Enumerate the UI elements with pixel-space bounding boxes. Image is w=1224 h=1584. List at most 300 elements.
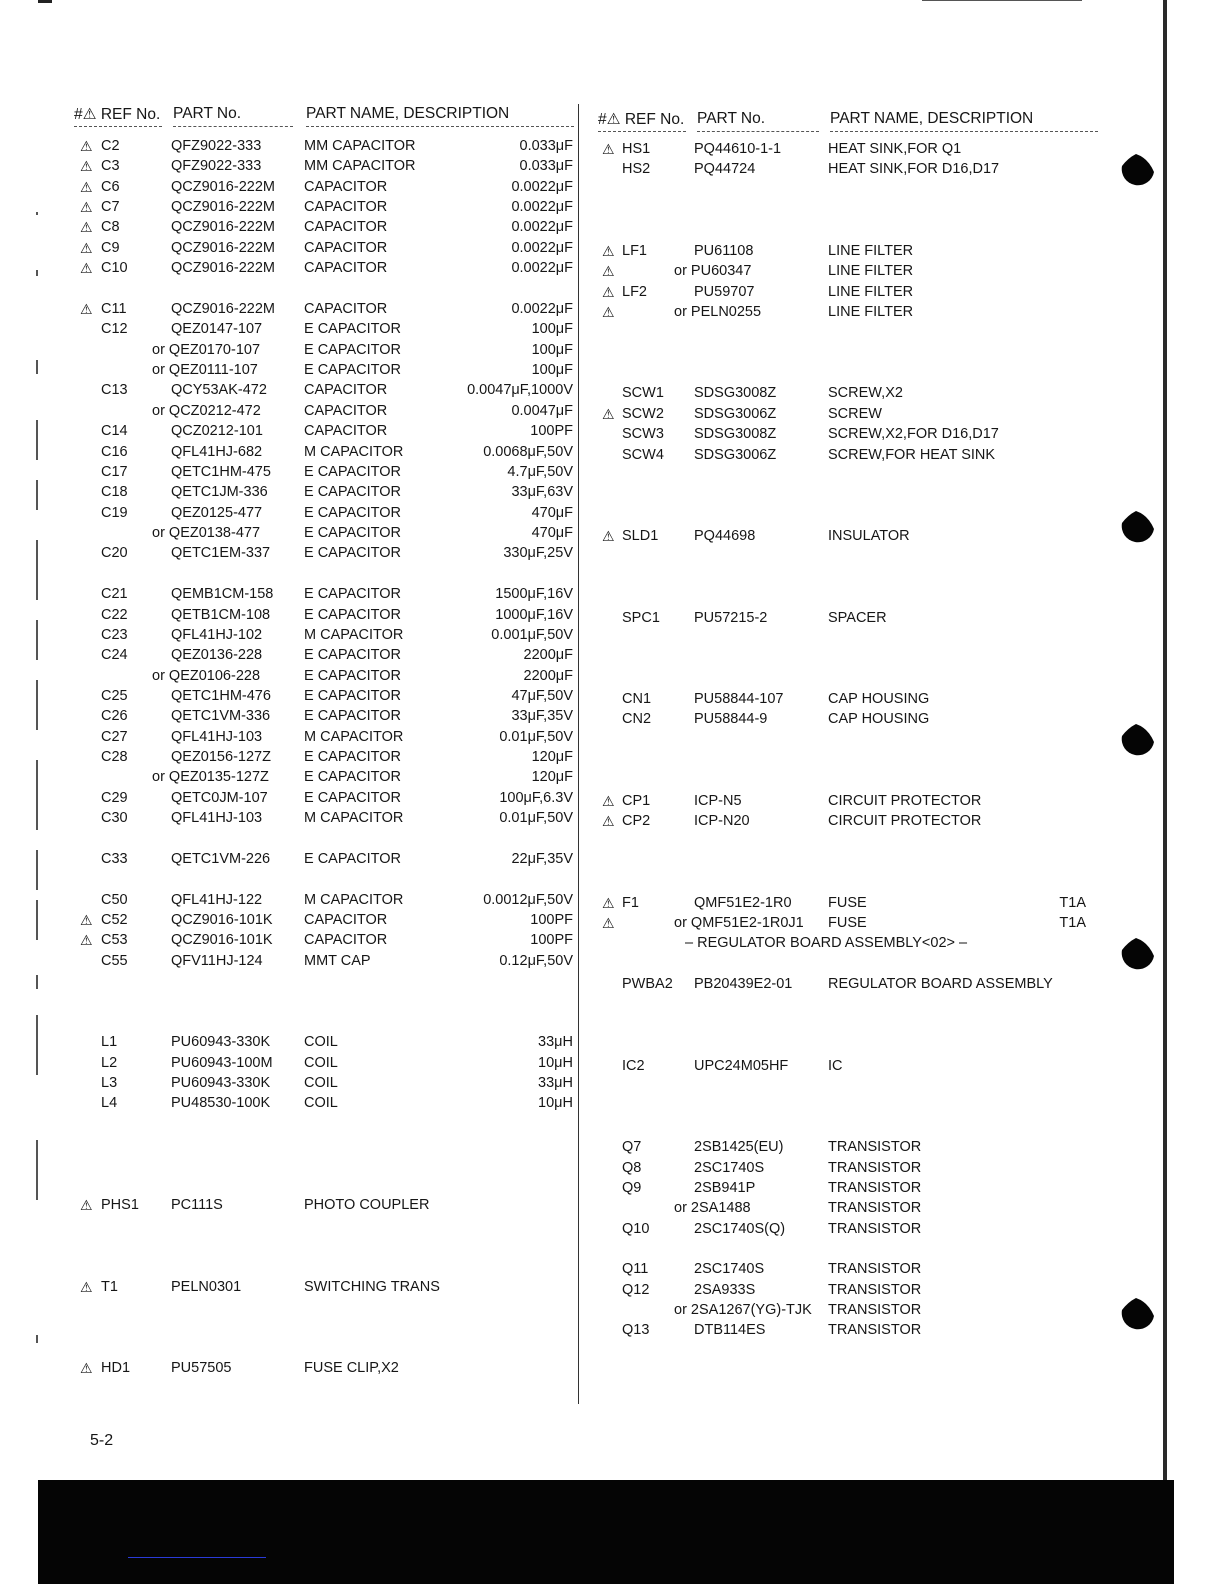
scan-bottom-band bbox=[38, 1480, 1174, 1584]
part-spec: 22μF,35V bbox=[511, 850, 573, 867]
part-no: PU57215-2 bbox=[694, 609, 768, 626]
ref-no: C16 bbox=[101, 443, 128, 460]
part-name: CAPACITOR bbox=[304, 932, 388, 949]
part-no: PU59707 bbox=[694, 283, 755, 300]
parts-row bbox=[590, 1158, 1224, 1178]
parts-row bbox=[0, 1317, 590, 1337]
parts-row bbox=[0, 360, 590, 380]
ref-no: C28 bbox=[101, 749, 128, 766]
parts-row bbox=[0, 625, 590, 645]
parts-row bbox=[590, 159, 1224, 179]
header-dashed-rule bbox=[173, 126, 293, 127]
part-no: QETC1EM-337 bbox=[171, 545, 271, 562]
part-no: QETC0JM-107 bbox=[171, 789, 268, 806]
parts-row bbox=[0, 808, 590, 828]
ref-no: Q12 bbox=[622, 1281, 650, 1298]
part-no: QCZ9016-222M bbox=[171, 219, 275, 236]
ref-no: LF2 bbox=[622, 283, 647, 300]
parts-row bbox=[590, 220, 1224, 240]
parts-row bbox=[0, 1256, 590, 1276]
ref-no: T1 bbox=[101, 1278, 118, 1295]
part-no: or QEZ0138-477 bbox=[152, 525, 261, 542]
part-no: QETC1VM-336 bbox=[171, 708, 271, 725]
warning-icon: ⚠ bbox=[602, 283, 615, 300]
parts-row bbox=[0, 869, 590, 889]
part-no: PU61108 bbox=[694, 242, 754, 259]
parts-row bbox=[0, 727, 590, 747]
part-no: PU58844-107 bbox=[694, 690, 784, 707]
part-no: QCZ9016-222M bbox=[171, 199, 275, 216]
parts-row bbox=[0, 1093, 590, 1113]
part-no-header: PART No. bbox=[697, 110, 766, 127]
parts-row bbox=[0, 503, 590, 523]
parts-row bbox=[590, 933, 1224, 953]
part-name-header: PART NAME, DESCRIPTION bbox=[306, 105, 510, 122]
parts-row bbox=[590, 893, 1224, 913]
parts-row bbox=[590, 424, 1224, 444]
part-name: E CAPACITOR bbox=[304, 545, 401, 562]
ref-no: IC2 bbox=[622, 1057, 645, 1074]
ref-no: Q11 bbox=[622, 1261, 649, 1278]
parts-row bbox=[0, 951, 590, 971]
ref-no: L4 bbox=[101, 1095, 118, 1112]
part-no: QCZ0212-101 bbox=[171, 423, 263, 440]
part-no: PQ44610-1-1 bbox=[694, 141, 782, 157]
part-spec: 330μF,25V bbox=[503, 545, 573, 562]
parts-row bbox=[590, 770, 1224, 790]
part-name: HEAT SINK,FOR Q1 bbox=[828, 141, 962, 157]
parts-row bbox=[590, 383, 1224, 403]
part-spec: 1000μF,16V bbox=[495, 606, 573, 623]
ref-no: Q7 bbox=[622, 1139, 642, 1156]
ref-no: C26 bbox=[101, 708, 128, 725]
parts-row bbox=[0, 1195, 590, 1215]
parts-row bbox=[590, 954, 1224, 974]
ref-no: SCW2 bbox=[622, 405, 664, 422]
ref-no: C22 bbox=[101, 606, 128, 623]
parts-row bbox=[0, 645, 590, 665]
ref-no: L1 bbox=[101, 1034, 118, 1051]
parts-row bbox=[0, 971, 590, 991]
warning-icon: ⚠ bbox=[80, 219, 93, 236]
part-no-header: PART No. bbox=[173, 105, 242, 122]
part-no: 2SC1740S bbox=[694, 1261, 765, 1278]
parts-row bbox=[0, 238, 590, 258]
parts-row bbox=[590, 811, 1224, 831]
parts-row bbox=[590, 730, 1224, 750]
right-column-header bbox=[590, 110, 1224, 132]
parts-row bbox=[590, 852, 1224, 872]
ref-no: C13 bbox=[101, 382, 128, 399]
parts-row bbox=[590, 261, 1224, 281]
parts-row bbox=[590, 546, 1224, 566]
parts-row bbox=[0, 442, 590, 462]
part-no: QFL41HJ-102 bbox=[171, 626, 263, 643]
part-name: M CAPACITOR bbox=[304, 626, 404, 643]
warning-icon: ⚠ bbox=[602, 242, 615, 259]
part-spec: 33μH bbox=[538, 1075, 573, 1092]
ref-no: C23 bbox=[101, 626, 128, 643]
part-spec: 2200μF bbox=[523, 647, 573, 664]
part-spec: 0.0022μF bbox=[511, 239, 573, 256]
part-spec: 100PF bbox=[530, 423, 573, 440]
parts-row bbox=[590, 1219, 1224, 1239]
ref-no: Q9 bbox=[622, 1179, 642, 1196]
part-no: PB20439E2-01 bbox=[694, 976, 793, 993]
parts-row bbox=[590, 1076, 1224, 1096]
ref-no: C24 bbox=[101, 647, 128, 664]
parts-row bbox=[590, 282, 1224, 302]
part-spec: 100μF,6.3V bbox=[499, 789, 573, 806]
part-no: QETC1VM-226 bbox=[171, 850, 271, 867]
warning-icon: ⚠ bbox=[80, 199, 93, 216]
part-name: CAPACITOR bbox=[304, 239, 388, 256]
part-no: ICP-N5 bbox=[694, 792, 742, 809]
parts-row bbox=[590, 1198, 1224, 1218]
part-name: CAPACITOR bbox=[304, 402, 388, 419]
parts-row bbox=[590, 669, 1224, 689]
part-name: E CAPACITOR bbox=[304, 606, 401, 623]
header-dashed-rule bbox=[598, 131, 686, 132]
part-no: QETB1CM-108 bbox=[171, 606, 271, 623]
part-spec: 0.0022μF bbox=[511, 300, 573, 317]
ref-no: C53 bbox=[101, 932, 128, 949]
part-name: CIRCUIT PROTECTOR bbox=[828, 813, 982, 830]
parts-row bbox=[590, 1056, 1224, 1076]
parts-row bbox=[0, 1053, 590, 1073]
parts-row bbox=[590, 872, 1224, 892]
parts-row bbox=[590, 363, 1224, 383]
part-spec: 10μH bbox=[538, 1095, 573, 1112]
part-spec: 0.12μF,50V bbox=[499, 952, 573, 969]
part-name: LINE FILTER bbox=[828, 303, 914, 320]
part-spec: 1500μF,16V bbox=[495, 586, 573, 603]
part-no: QCZ9016-101K bbox=[171, 932, 273, 949]
ref-no: C21 bbox=[101, 586, 128, 603]
part-spec: 100μF bbox=[531, 341, 573, 358]
part-name: E CAPACITOR bbox=[304, 362, 401, 379]
part-name: E CAPACITOR bbox=[304, 647, 401, 664]
ref-no-header: #⚠ REF No. bbox=[598, 111, 685, 128]
part-name: CAPACITOR bbox=[304, 423, 388, 440]
header-dashed-rule bbox=[830, 131, 1098, 132]
column-divider bbox=[578, 104, 579, 1404]
part-name: SCREW,X2 bbox=[828, 385, 903, 402]
parts-row bbox=[0, 747, 590, 767]
ref-no: C25 bbox=[101, 687, 128, 704]
part-name: E CAPACITOR bbox=[304, 484, 401, 501]
part-no: QEZ0147-107 bbox=[171, 321, 263, 338]
part-no: QFL41HJ-103 bbox=[171, 728, 263, 745]
warning-icon: ⚠ bbox=[80, 178, 93, 195]
part-name: M CAPACITOR bbox=[304, 810, 404, 827]
ref-no: C7 bbox=[101, 199, 120, 216]
parts-row bbox=[590, 913, 1224, 933]
parts-row bbox=[590, 322, 1224, 342]
part-no: PU57505 bbox=[171, 1360, 232, 1377]
part-no: PC111S bbox=[171, 1197, 223, 1214]
ref-no: F1 bbox=[622, 894, 639, 911]
part-no: PU60943-330K bbox=[171, 1034, 271, 1051]
part-spec: 0.001μF,50V bbox=[491, 626, 573, 643]
part-name: E CAPACITOR bbox=[304, 504, 401, 521]
part-name: E CAPACITOR bbox=[304, 463, 401, 480]
part-name: TRANSISTOR bbox=[828, 1281, 922, 1298]
part-name: CAP HOUSING bbox=[828, 690, 930, 707]
warning-icon: ⚠ bbox=[80, 1278, 93, 1295]
part-no: 2SA933S bbox=[694, 1281, 756, 1298]
part-name: SCREW,FOR HEAT SINK bbox=[828, 446, 996, 463]
part-name: E CAPACITOR bbox=[304, 749, 401, 766]
parts-row bbox=[590, 139, 1224, 159]
warning-icon: ⚠ bbox=[602, 792, 615, 809]
parts-row bbox=[0, 849, 590, 869]
parts-row bbox=[0, 421, 590, 441]
part-no: QFZ9022-333 bbox=[171, 158, 262, 175]
parts-row bbox=[0, 482, 590, 502]
part-name: M CAPACITOR bbox=[304, 443, 404, 460]
part-name: SCREW,X2,FOR D16,D17 bbox=[828, 426, 999, 443]
part-spec: 33μF,35V bbox=[511, 708, 573, 725]
part-name: CAP HOUSING bbox=[828, 711, 930, 728]
warning-icon: ⚠ bbox=[80, 138, 93, 154]
part-no: or QEZ0111-107 bbox=[152, 362, 258, 379]
part-name: TRANSISTOR bbox=[828, 1302, 922, 1319]
ref-no: C55 bbox=[101, 952, 128, 969]
part-no: QCZ9016-222M bbox=[171, 178, 275, 195]
ref-no: C10 bbox=[101, 260, 128, 277]
parts-row bbox=[590, 628, 1224, 648]
part-name: E CAPACITOR bbox=[304, 850, 401, 867]
part-name: FUSE CLIP,X2 bbox=[304, 1360, 399, 1377]
part-no: PQ44724 bbox=[694, 161, 756, 178]
part-no: QETC1HM-476 bbox=[171, 687, 271, 704]
parts-row bbox=[0, 340, 590, 360]
part-spec: 100μF bbox=[531, 362, 573, 379]
ref-no: SLD1 bbox=[622, 528, 659, 545]
part-spec: 470μF bbox=[531, 504, 573, 521]
parts-row bbox=[0, 299, 590, 319]
part-name: FUSE bbox=[828, 894, 867, 911]
parts-row bbox=[590, 689, 1224, 709]
parts-row bbox=[590, 567, 1224, 587]
ref-no: HS1 bbox=[622, 141, 651, 157]
ref-no-header: #⚠ REF No. bbox=[74, 106, 161, 123]
part-no: QETC1JM-336 bbox=[171, 484, 268, 501]
part-no: or PU60347 bbox=[674, 263, 752, 280]
parts-row bbox=[0, 1114, 590, 1134]
parts-row bbox=[590, 1300, 1224, 1320]
part-no: SDSG3008Z bbox=[694, 385, 777, 402]
part-no: ICP-N20 bbox=[694, 813, 750, 830]
parts-row bbox=[590, 974, 1224, 994]
part-name: M CAPACITOR bbox=[304, 728, 404, 745]
part-name: LINE FILTER bbox=[828, 263, 914, 280]
parts-row bbox=[590, 1117, 1224, 1137]
part-no: SDSG3006Z bbox=[694, 405, 777, 422]
part-no: QEZ0125-477 bbox=[171, 504, 263, 521]
parts-row bbox=[590, 404, 1224, 424]
parts-row bbox=[0, 543, 590, 563]
part-no: or QEZ0106-228 bbox=[152, 667, 261, 684]
warning-icon: ⚠ bbox=[602, 303, 615, 320]
part-spec: 33μH bbox=[538, 1034, 573, 1051]
parts-row bbox=[0, 136, 590, 156]
ref-no: SCW1 bbox=[622, 385, 664, 402]
ref-no: SCW4 bbox=[622, 446, 664, 463]
warning-icon: ⚠ bbox=[80, 158, 93, 175]
parts-row bbox=[0, 564, 590, 584]
part-no: QFL41HJ-682 bbox=[171, 443, 263, 460]
parts-row bbox=[590, 1035, 1224, 1055]
parts-row bbox=[0, 197, 590, 217]
part-spec: 33μF,63V bbox=[511, 484, 573, 501]
part-spec: 0.01μF,50V bbox=[499, 810, 573, 827]
ref-no: C50 bbox=[101, 891, 128, 908]
parts-row bbox=[0, 1175, 590, 1195]
part-name: COIL bbox=[304, 1034, 338, 1051]
warning-icon: ⚠ bbox=[80, 239, 93, 256]
parts-row bbox=[0, 1338, 590, 1358]
parts-row bbox=[590, 648, 1224, 668]
part-no: QEMB1CM-158 bbox=[171, 586, 274, 603]
part-no: QFL41HJ-103 bbox=[171, 810, 263, 827]
part-no: PU60943-100M bbox=[171, 1054, 273, 1071]
part-no: or 2SA1267(YG)-TJK bbox=[674, 1302, 812, 1319]
ref-no: C12 bbox=[101, 321, 128, 338]
ref-no: CN1 bbox=[622, 690, 652, 707]
part-no: QCZ9016-101K bbox=[171, 912, 273, 929]
part-spec: 0.0047μF bbox=[511, 402, 573, 419]
part-no: PU60943-330K bbox=[171, 1075, 271, 1092]
parts-row bbox=[0, 1073, 590, 1093]
parts-row bbox=[0, 584, 590, 604]
part-name: E CAPACITOR bbox=[304, 667, 401, 684]
part-name: FUSE bbox=[828, 915, 867, 932]
part-spec: 120μF bbox=[531, 769, 573, 786]
part-name: E CAPACITOR bbox=[304, 687, 401, 704]
parts-row bbox=[0, 279, 590, 299]
parts-row bbox=[0, 1358, 590, 1378]
parts-row bbox=[590, 709, 1224, 729]
scan-bottom-line bbox=[128, 1557, 266, 1558]
part-spec: T1A bbox=[1059, 894, 1086, 911]
part-name: E CAPACITOR bbox=[304, 525, 401, 542]
parts-row bbox=[590, 608, 1224, 628]
part-name: MM CAPACITOR bbox=[304, 138, 416, 154]
part-name: COIL bbox=[304, 1054, 338, 1071]
part-no: QFZ9022-333 bbox=[171, 138, 262, 154]
parts-row bbox=[0, 217, 590, 237]
part-no: UPC24M05HF bbox=[694, 1057, 789, 1074]
part-spec: 0.0022μF bbox=[511, 199, 573, 216]
ref-no: PHS1 bbox=[101, 1197, 139, 1214]
part-spec: 47μF,50V bbox=[511, 687, 573, 704]
part-spec: 0.01μF,50V bbox=[499, 728, 573, 745]
parts-row bbox=[0, 156, 590, 176]
parts-row bbox=[590, 1259, 1224, 1279]
part-name: TRANSISTOR bbox=[828, 1261, 922, 1278]
parts-row bbox=[0, 788, 590, 808]
top-rule bbox=[922, 0, 1082, 1]
parts-row bbox=[0, 319, 590, 339]
parts-row bbox=[0, 523, 590, 543]
parts-row bbox=[0, 1216, 590, 1236]
part-no: or QEZ0170-107 bbox=[152, 341, 261, 358]
ref-no: L2 bbox=[101, 1054, 118, 1071]
header-dashed-rule bbox=[306, 126, 574, 127]
part-spec: 0.0022μF bbox=[511, 219, 573, 236]
parts-row bbox=[0, 992, 590, 1012]
parts-row bbox=[0, 666, 590, 686]
part-name: CAPACITOR bbox=[304, 219, 388, 236]
part-name: CAPACITOR bbox=[304, 199, 388, 216]
parts-row bbox=[590, 791, 1224, 811]
part-spec: 0.0012μF,50V bbox=[483, 891, 573, 908]
part-no: QETC1HM-475 bbox=[171, 463, 271, 480]
parts-row bbox=[0, 1277, 590, 1297]
ref-no: C6 bbox=[101, 178, 120, 195]
part-no: QEZ0156-127Z bbox=[171, 749, 271, 766]
ref-no: Q13 bbox=[622, 1322, 650, 1339]
parts-row bbox=[590, 343, 1224, 363]
parts-row bbox=[0, 1155, 590, 1175]
parts-row bbox=[0, 767, 590, 787]
warning-icon: ⚠ bbox=[602, 915, 615, 932]
part-spec: 2200μF bbox=[523, 667, 573, 684]
warning-icon: ⚠ bbox=[80, 932, 93, 949]
part-no: QCY53AK-472 bbox=[171, 382, 267, 399]
parts-row bbox=[0, 890, 590, 910]
part-name: SWITCHING TRANS bbox=[304, 1278, 440, 1295]
part-name: HEAT SINK,FOR D16,D17 bbox=[828, 161, 1000, 178]
part-name: MM CAPACITOR bbox=[304, 158, 416, 175]
part-name: E CAPACITOR bbox=[304, 586, 401, 603]
part-no: 2SC1740S bbox=[694, 1159, 765, 1176]
part-name: TRANSISTOR bbox=[828, 1200, 922, 1217]
ref-no: C20 bbox=[101, 545, 128, 562]
part-no: 2SC1740S(Q) bbox=[694, 1220, 786, 1237]
part-no: or QMF51E2-1R0J1 bbox=[674, 915, 804, 932]
parts-row bbox=[0, 706, 590, 726]
part-name: CAPACITOR bbox=[304, 178, 388, 195]
part-name: REGULATOR BOARD ASSEMBLY bbox=[828, 976, 1053, 993]
part-no: PU48530-100K bbox=[171, 1095, 271, 1112]
part-no: PU58844-9 bbox=[694, 711, 768, 728]
parts-row bbox=[0, 177, 590, 197]
ref-no: C17 bbox=[101, 463, 128, 480]
ref-no: CP1 bbox=[622, 792, 651, 809]
ref-no: PWBA2 bbox=[622, 976, 673, 993]
ref-no: Q8 bbox=[622, 1159, 642, 1176]
part-name: TRANSISTOR bbox=[828, 1220, 922, 1237]
part-name: TRANSISTOR bbox=[828, 1322, 922, 1339]
parts-row bbox=[590, 1239, 1224, 1259]
part-name: SCREW bbox=[828, 405, 882, 422]
warning-icon: ⚠ bbox=[80, 1360, 93, 1377]
part-no: 2SB941P bbox=[694, 1179, 756, 1196]
parts-row bbox=[0, 1297, 590, 1317]
parts-row bbox=[590, 1280, 1224, 1300]
warning-icon: ⚠ bbox=[602, 405, 615, 422]
ref-no: HS2 bbox=[622, 161, 651, 178]
part-spec: 0.0047μF,1000V bbox=[467, 382, 573, 399]
ref-no: C9 bbox=[101, 239, 120, 256]
part-spec: 10μH bbox=[538, 1054, 573, 1071]
warning-icon: ⚠ bbox=[602, 528, 615, 545]
parts-row bbox=[590, 1320, 1224, 1340]
ref-no: SCW3 bbox=[622, 426, 664, 443]
